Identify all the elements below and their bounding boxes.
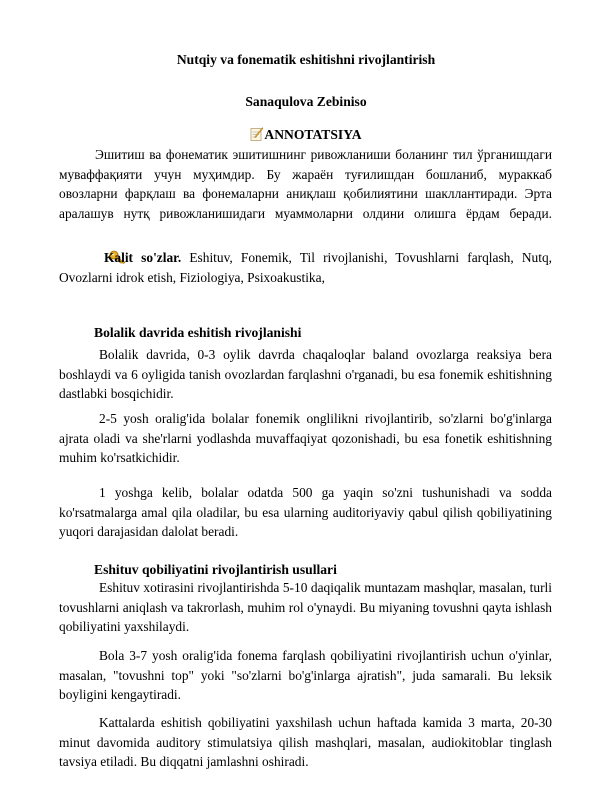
annotation-heading-text: ANNOTATSIYA bbox=[264, 127, 362, 142]
keywords-label: Kalit so'zlar. bbox=[104, 250, 182, 265]
section-heading: Eshituv qobiliyatini rivojlantirish usullari bbox=[94, 562, 337, 577]
section-paragraph bbox=[59, 409, 552, 468]
section-paragraph bbox=[59, 578, 552, 637]
section-paragraph bbox=[59, 646, 552, 705]
author-name: Sanaqulova Zebiniso bbox=[245, 94, 367, 109]
keywords bbox=[59, 248, 552, 288]
paragraph-text: 1 yoshga kelib, bolalar odatda 500 ga yaqin so'zni tushunishadi va sodda ko'rsatmalarga amal qila oladilar, bu esa ularning auditoriyaviy qabul qilish qobiliyatining yuqori darajasidan dalolat beradi. bbox=[59, 485, 552, 540]
memo-icon bbox=[250, 127, 263, 141]
section-paragraph bbox=[59, 713, 552, 772]
abstract bbox=[59, 145, 552, 224]
section-paragraph bbox=[59, 483, 552, 542]
paragraph-text: Bolalik davrida, 0-3 oylik davrda chaqaloqlar baland ovozlarga reaksiya bera boshlaydi va 6 oyligida tanish ovozlardan farqlashni o'rganadi, bu esa fonemik eshitishning dastlabki bosqichidir. bbox=[59, 347, 552, 402]
paragraph-text: 2-5 yosh oralig'ida bolalar fonemik onglilikni rivojlantirib, so'zlarni bo'g'inlarga ajrata oladi va she'rlarni yodlashda muvaffaqiyat qozonishadi, bu esa fonetik eshitishning muhim ko'rsatkichidir. bbox=[59, 411, 552, 466]
document-title: Nutqiy va fonematik eshitishni rivojlantirish bbox=[176, 52, 436, 67]
abstract-text: Эшитиш ва фонематик эшитишнинг ривожланиши боланинг тил ўрганишдаги муваффақияти учун муҳимдир. Бу жараён туғилишдан бошланиб, мураккаб овозларни фарқлаш ва фонемаларни аниқлаш қобилиятини шакллантиради. Эрта аралашув нутқ ривожланишидаги муаммоларни олдини олишга ёрдам беради. bbox=[59, 147, 552, 222]
annotation-heading bbox=[0, 127, 612, 143]
section-heading: Bolalik davrida eshitish rivojlanishi bbox=[94, 325, 302, 340]
key-icon bbox=[84, 250, 104, 264]
keywords-paragraph bbox=[59, 248, 552, 288]
section-paragraph bbox=[59, 345, 552, 404]
paragraph-text: Bola 3-7 yosh oralig'ida fonema farqlash qobiliyatini rivojlantirish uchun o'yinlar, masalan, "tovushni top" yoki "so'zlarni bo'g'inlarga ajratish", juda samarali. Bu leksik boyligini kengaytiradi. bbox=[59, 648, 552, 703]
paragraph-text: Kattalarda eshitish qobiliyatini yaxshilash uchun haftada kamida 3 marta, 20-30 minut davomida auditory stimulatsiya qilish mashqlari, masalan, audiokitoblar tinglash tavsiya etiladi. Bu diqqatni jamlashni oshiradi. bbox=[59, 715, 552, 770]
paragraph-text: Eshituv xotirasini rivojlantirishda 5-10 daqiqalik muntazam mashqlar, masalan, turli tovushlarni aniqlash va takrorlash, muhim rol o'ynaydi. Bu miyaning tovushni qayta ishlash qobiliyatini yaxshilaydi. bbox=[59, 580, 552, 635]
keywords-text: Eshituv, Fonemik, Til rivojlanishi, Tovushlarni farqlash, Nutq, Ovozlarni idrok etish, Fiziologiya, Psixoakustika, bbox=[59, 250, 553, 285]
